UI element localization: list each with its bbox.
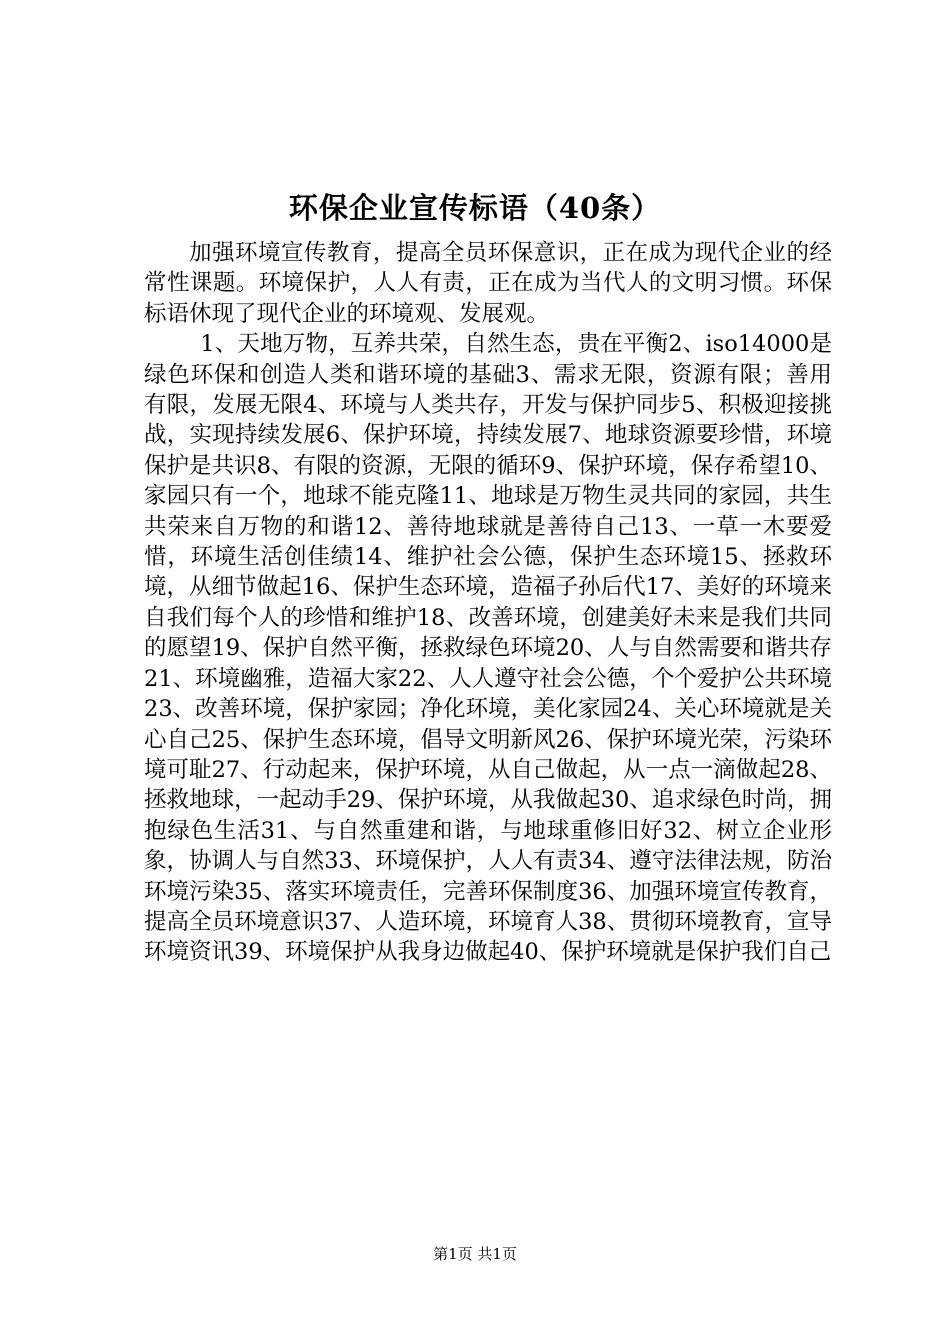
document-title: 环保企业宣传标语（40条）	[288, 191, 662, 225]
slogans-paragraph: 1、天地万物，互养共荣，自然生态，贵在平衡2、iso14000是绿色环保和创造人类和谐环境的基础3、需求无限，资源有限；善用有限，发展无限4、环境与人类共存，开发与保护同步5、积极迎接挑战，实现持续发展6、保护环境，持续发展7、地球资源要珍惜，环境保护是共识8、有限的资源，无限的循环9、保护环境，保存希望10、家园只有一个，地球不能克隆11、地球是万物生灵共同的家园，共生共荣来自万物的和谐12、善待地球就是善待自己13、一草一木要爱惜，环境生活创佳绩14、维护社会公德，保护生态环境15、拯救环境，从细节做起16、保护生态环境，造福子孙后代17、美好的环境来自我们每个人的珍惜和维护18、改善环境，创建美好未来是我们共同的愿望19、保护自然平衡，拯救绿色环境20、人与自然需要和谐共存21、环境幽雅，造福大家22、人人遵守社会公德，个个爱护公共环境23、改善环境，保护家园；净化环境，美化家园24、关心环境就是关心自己25、保护生态环境，倡导文明新风26、保护环境光荣，污染环境可耻27、行动起来，保护环境，从自己做起，从一点一滴做起28、拯救地球，一起动手29、保护环境，从我做起30、追求绿色时尚，拥抱绿色生活31、与自然重建和谐，与地球重修旧好32、树立企业形象，协调人与自然33、环境保护，人人有责34、遵守法律法规，防治环境污染35、落实环境责任，完善环保制度36、加强环境宣传教育，提高全员环境意识37、人造环境，环境育人38、贯彻环境教育，宣导环境资讯39、环境保护从我身边做起40、保护环境就是保护我们自己	[144, 331, 832, 966]
page-footer: 第1页 共1页	[433, 1245, 517, 1263]
document-body	[144, 238, 832, 968]
intro-paragraph: 加强环境宣传教育，提高全员环保意识，正在成为现代企业的经常性课题。环境保护，人人有责，正在成为当代人的文明习惯。环保标语休现了现代企业的环境观、发展观。	[144, 240, 832, 327]
